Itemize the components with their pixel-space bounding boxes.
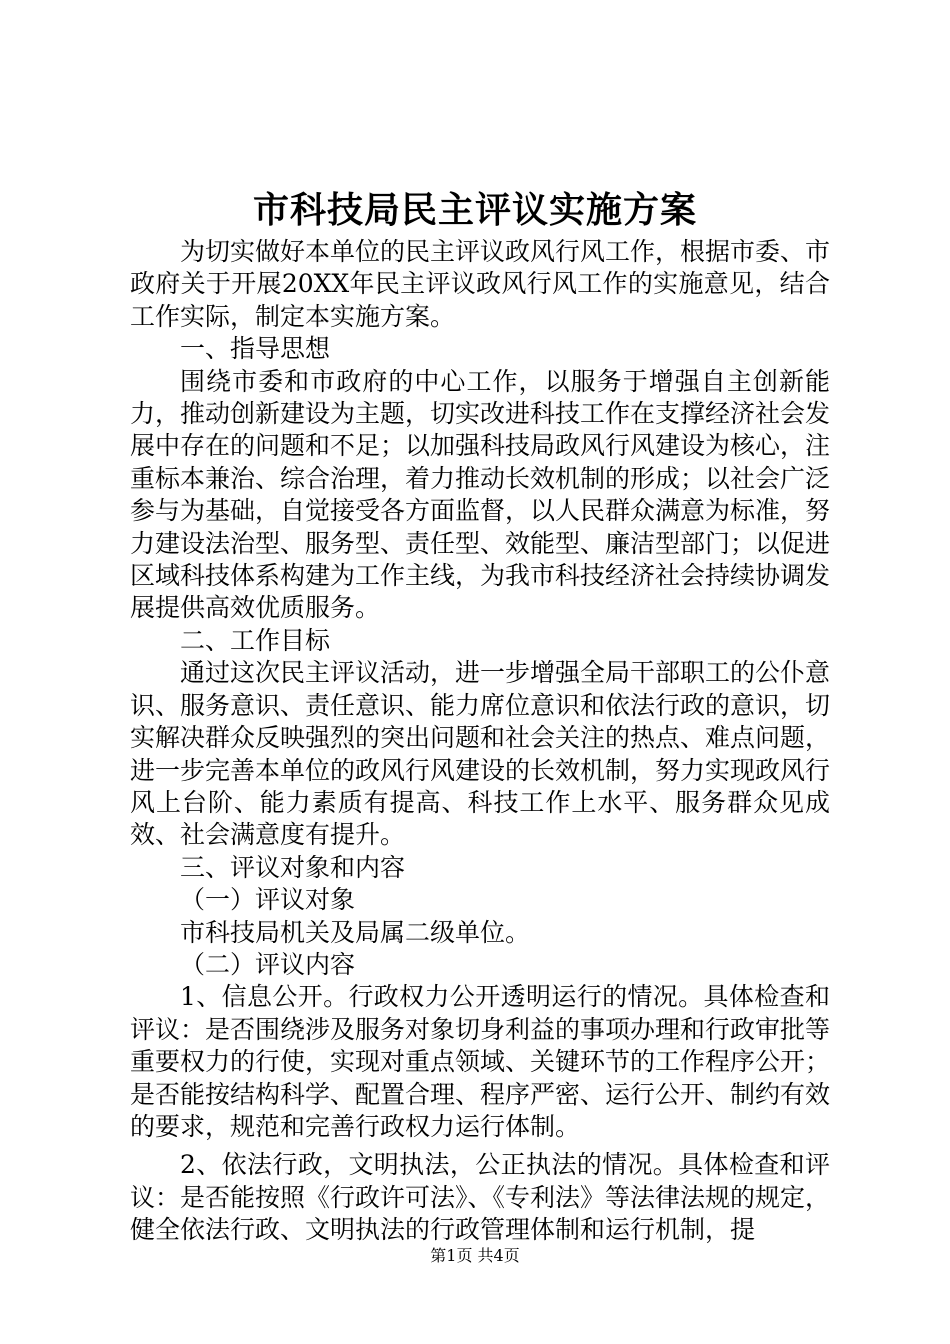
paragraph-intro: 为切实做好本单位的民主评议政风行风工作，根据市委、市政府关于开展20XX年民主评议政风行风工作的实施意见，结合工作实际，制定本实施方案。 xyxy=(130,237,831,331)
document-body xyxy=(130,236,830,1247)
subheading-evaluation-content: （二）评议内容 xyxy=(180,949,356,979)
paragraph-guiding-thought: 围绕市委和市政府的中心工作，以服务于增强自主创新能力，推动创新建设为主题，切实改进科技工作在支撑经济社会发展中存在的问题和不足；以加强科技局政风行风建设为核心，注重标本兼治、综合治理，着力推动长效机制的形成；以社会广泛参与为基础，自觉接受各方面监督，以人民群众满意为标准，努力建设法治型、服务型、责任型、效能型、廉洁型部门；以促进区域科技体系构建为工作主线，为我市科技经济社会持续协调发展提供高效优质服务。 xyxy=(130,366,831,623)
heading-work-goals: 二、工作目标 xyxy=(180,625,331,655)
paragraph-item-2: 2、依法行政，文明执法，公正执法的情况。具体检查和评议：是否能按照《行政许可法》、《专利法》等法律法规的规定，健全依法行政、文明执法的行政管理体制和运行机制，提 xyxy=(130,1150,831,1245)
paragraph-evaluation-object: 市科技局机关及局属二级单位。 xyxy=(180,917,531,947)
page-footer: 第1页 共4页 xyxy=(430,1246,520,1265)
heading-guiding-thought: 一、指导思想 xyxy=(180,334,331,364)
subheading-evaluation-object: （一）评议对象 xyxy=(180,885,356,915)
paragraph-work-goals: 通过这次民主评议活动，进一步增强全局干部职工的公仆意识、服务意识、责任意识、能力席位意识和依法行政的意识，切实解决群众反映强烈的突出问题和社会关注的热点、难点问题，进一步完善本单位的政风行风建设的长效机制，努力实现政风行风上台阶、能力素质有提高、科技工作上水平、服务群众见成效、社会满意度有提升。 xyxy=(130,658,831,850)
document-title: 市科技局民主评议实施方案 xyxy=(252,189,697,231)
paragraph-item-1: 1、信息公开。行政权力公开透明运行的情况。具体检查和评议：是否围绕涉及服务对象切身利益的事项办理和行政审批等重要权力的行使，实现对重点领域、关键环节的工作程序公开；是否能按结构科学、配置合理、程序严密、运行公开、制约有效的要求，规范和完善行政权力运行体制。 xyxy=(130,982,831,1141)
heading-evaluation-scope: 三、评议对象和内容 xyxy=(180,852,406,882)
